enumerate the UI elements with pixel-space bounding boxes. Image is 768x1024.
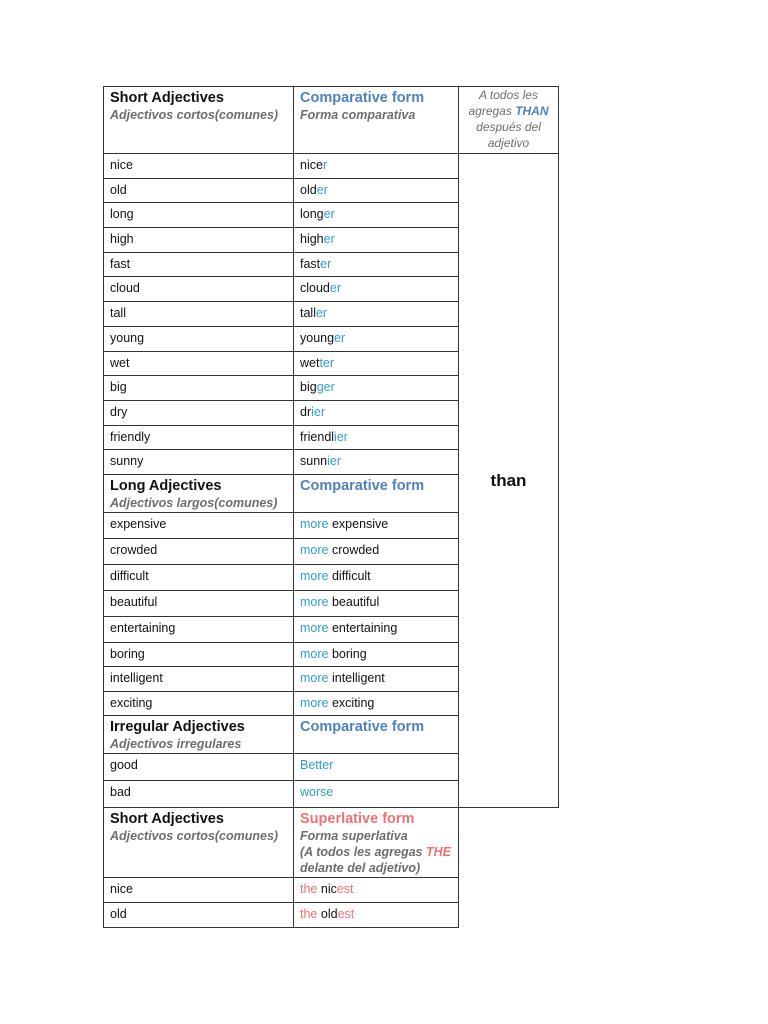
the-word: the: [300, 882, 318, 897]
comparative-stem: big: [300, 380, 317, 395]
comparative-stem: high: [300, 232, 324, 247]
comparative-suffix: er: [334, 330, 346, 345]
adjective: old: [110, 182, 127, 197]
comparative-stem: long: [300, 207, 324, 222]
comparative-cell: [294, 642, 459, 667]
adjective-cell: [104, 564, 294, 590]
section-title: Short Adjectives: [110, 811, 224, 828]
comparative-adjective: expensive: [331, 516, 389, 531]
comparative-cell: [294, 754, 459, 781]
more-word: more: [300, 646, 329, 661]
more-word: more: [300, 568, 329, 583]
adjective: expensive: [110, 516, 167, 531]
short-adjectives-header: [104, 87, 294, 154]
comparative-header: [294, 87, 459, 154]
comparative-cell: [294, 538, 459, 564]
long-adjectives-header: [104, 474, 294, 512]
comparative-suffix: er: [320, 256, 332, 271]
adjective-cell: [104, 667, 294, 692]
adjective-cell: [104, 351, 294, 376]
adjective-cell: [104, 326, 294, 351]
comparative-cell: [294, 228, 459, 253]
superlative-adjectives-header: [104, 808, 294, 878]
comparative-cell: [294, 376, 459, 401]
than-label: than: [490, 470, 527, 490]
comparative-adjective: intelligent: [331, 671, 385, 686]
section-title: Long Adjectives: [110, 477, 222, 494]
superlative-stem: old: [320, 907, 338, 922]
superlative-stem: nic: [320, 882, 337, 897]
section-subtitle: Adjectivos cortos(comunes): [110, 108, 279, 122]
superlative-suffix: est: [337, 907, 355, 922]
more-word: more: [300, 516, 329, 531]
adjective: cloud: [110, 281, 140, 296]
superlative-header: [294, 808, 459, 878]
blank-cell: [459, 878, 559, 903]
comparative-stem: wet: [300, 355, 320, 370]
adjective-cell: [104, 277, 294, 302]
adjective: nice: [110, 158, 133, 172]
comparative-cell: [294, 154, 459, 179]
adjective: bad: [110, 785, 131, 800]
comparative-suffix: er: [315, 306, 328, 321]
comparative-cell: [294, 252, 459, 277]
comparative-adjective: entertaining: [331, 620, 398, 635]
than-cell: [459, 154, 559, 808]
adjective-cell: [104, 400, 294, 425]
comparative-form: Better: [300, 758, 334, 773]
comparative-cell: [294, 616, 459, 642]
adjective-cell: [104, 781, 294, 808]
section-subtitle: Adjectivos largos(comunes): [110, 495, 278, 510]
comparative-suffix: er: [323, 232, 335, 247]
adjective-cell: [104, 450, 294, 475]
note-keyword: THE: [425, 845, 451, 860]
comparative-cell: [294, 400, 459, 425]
superlative-title: Superlative form: [300, 811, 415, 828]
comparative-adjective: boring: [331, 646, 367, 661]
comparative-cell: [294, 691, 459, 716]
comparative-stem: cloud: [300, 281, 330, 296]
section-subtitle: Adjectivos cortos(comunes): [110, 829, 279, 844]
more-word: more: [300, 620, 329, 635]
comparative-suffix: ier: [327, 454, 342, 469]
blank-cell: [459, 903, 559, 928]
comparative-cell: [294, 564, 459, 590]
comparative-stem: tall: [300, 306, 316, 321]
adjective: exciting: [110, 695, 153, 710]
comparative-title: Comparative form: [300, 90, 425, 106]
more-word: more: [300, 594, 329, 609]
table-row: [104, 154, 559, 179]
comparative-subtitle: Forma comparativa: [300, 108, 416, 122]
superlative-cell: [294, 903, 459, 928]
adjective-cell: [104, 302, 294, 327]
comparative-suffix: er: [316, 182, 328, 197]
comparative-cell: [294, 203, 459, 228]
adjective-cell: [104, 538, 294, 564]
comparative-cell: [294, 590, 459, 616]
adjective: young: [110, 330, 145, 345]
adjective-cell: [104, 512, 294, 538]
adjective: tall: [110, 306, 126, 321]
adjective-cell: [104, 228, 294, 253]
comparative-cell: [294, 450, 459, 475]
adjective: friendly: [110, 429, 151, 444]
adjective-cell: [104, 903, 294, 928]
comparative-cell: [294, 512, 459, 538]
section-title: Irregular Adjectives: [110, 719, 245, 736]
comparative-adjective: beautiful: [331, 594, 380, 609]
comparative-stem: young: [300, 330, 335, 345]
adjective: difficult: [110, 568, 149, 583]
comparative-suffix: ger: [316, 380, 335, 395]
adjective: fast: [110, 256, 131, 271]
adjective: wet: [110, 355, 130, 370]
comparative-title: Comparative form: [300, 477, 425, 494]
comparative-header: [294, 474, 459, 512]
comparative-cell: [294, 277, 459, 302]
note-post: después del adjetivo: [476, 120, 541, 150]
section-header-row: [104, 808, 559, 878]
more-word: more: [300, 671, 329, 686]
the-word: the: [300, 907, 318, 922]
adjective: dry: [110, 404, 128, 419]
adjective-cell: [104, 754, 294, 781]
adjectives-table: [103, 86, 559, 928]
comparative-suffix: r: [322, 158, 328, 172]
comparative-suffix: ter: [319, 355, 335, 370]
comparative-suffix: er: [323, 207, 335, 222]
adjective: sunny: [110, 454, 144, 469]
comparative-cell: [294, 667, 459, 692]
adjective-cell: [104, 691, 294, 716]
superlative-note: [300, 844, 458, 876]
adjective-cell: [104, 178, 294, 203]
adjective: entertaining: [110, 620, 176, 635]
adjective: good: [110, 758, 138, 773]
comparative-cell: [294, 326, 459, 351]
section-title: Short Adjectives: [110, 90, 224, 106]
comparative-cell: [294, 781, 459, 808]
adjective: old: [110, 907, 127, 922]
comparative-stem: dr: [300, 404, 312, 419]
adjective: long: [110, 207, 134, 222]
adjective: nice: [110, 882, 133, 897]
comparative-stem: sunn: [300, 454, 328, 469]
comparative-stem: fast: [300, 256, 321, 271]
adjective-cell: [104, 154, 294, 179]
comparative-cell: [294, 178, 459, 203]
table-row: [104, 878, 559, 903]
adjective-cell: [104, 642, 294, 667]
irregular-adjectives-header: [104, 716, 294, 754]
adjective-cell: [104, 616, 294, 642]
comparative-adjective: difficult: [331, 568, 371, 583]
comparative-adjective: exciting: [331, 695, 375, 710]
comparative-cell: [294, 302, 459, 327]
comparative-suffix: er: [329, 281, 342, 296]
comparative-stem: nice: [300, 158, 323, 172]
comparative-suffix: ier: [334, 429, 348, 444]
adjective: intelligent: [110, 671, 163, 686]
more-word: more: [300, 542, 329, 557]
comparative-stem: old: [300, 182, 317, 197]
comparative-stem: friendl: [300, 429, 335, 444]
blank-cell: [459, 808, 559, 878]
note-post: delante del adjetivo): [300, 861, 421, 876]
comparative-suffix: ier: [311, 404, 326, 419]
superlative-subtitle: Forma superlativa: [300, 829, 408, 844]
adjective: beautiful: [110, 594, 158, 609]
comparative-cell: [294, 425, 459, 450]
table-row: [104, 903, 559, 928]
section-subtitle: Adjectivos irregulares: [110, 737, 242, 752]
adjective-cell: [104, 590, 294, 616]
adjective-cell: [104, 376, 294, 401]
comparative-header: [294, 716, 459, 754]
adjective: big: [110, 380, 127, 395]
section-header-row: [104, 87, 559, 154]
superlative-cell: [294, 878, 459, 903]
more-word: more: [300, 695, 329, 710]
superlative-suffix: est: [336, 882, 354, 897]
note-keyword: THAN: [515, 104, 549, 118]
comparative-title: Comparative form: [300, 719, 425, 736]
comparative-form: worse: [300, 785, 334, 800]
adjective: crowded: [110, 542, 158, 557]
comparative-adjective: crowded: [331, 542, 380, 557]
adjective-cell: [104, 878, 294, 903]
adjective: boring: [110, 646, 145, 661]
than-note: [459, 87, 559, 154]
adjective-cell: [104, 203, 294, 228]
adjective-cell: [104, 252, 294, 277]
comparative-cell: [294, 351, 459, 376]
note-pre: A todos les agregas: [468, 88, 538, 118]
note-pre: (A todos les agregas: [300, 845, 426, 860]
adjective: high: [110, 232, 134, 247]
adjective-cell: [104, 425, 294, 450]
